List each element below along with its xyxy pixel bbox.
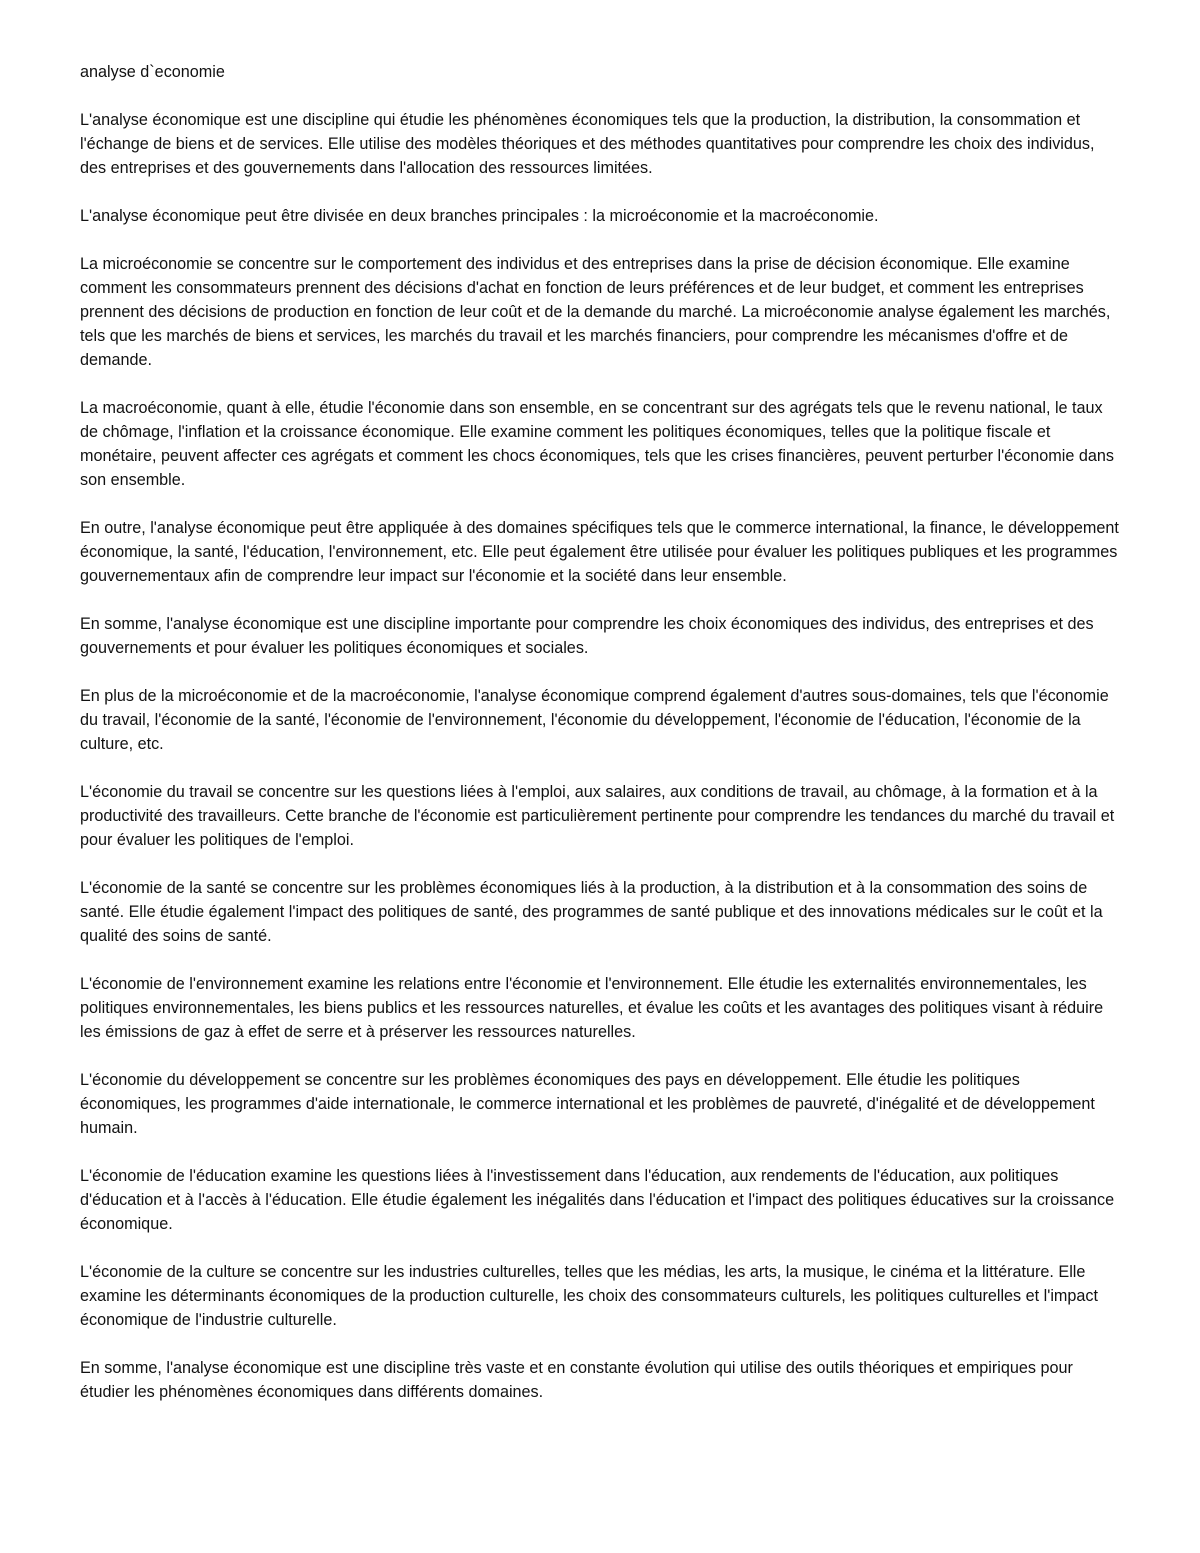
paragraph-developpement: L'économie du développement se concentre sur les problèmes économiques des pays en développement. Elle étudie les politiques économiques, les programmes d'aide internationale, le commerce international et les problèmes de pauvreté, d'inégalité et de développement humain. xyxy=(80,1071,1095,1137)
paragraph-somme-2: En somme, l'analyse économique est une discipline très vaste et en constante évolution qui utilise des outils théoriques et empiriques pour étudier les phénomènes économiques dans différents domaines. xyxy=(80,1359,1073,1401)
paragraph-domaines: En outre, l'analyse économique peut être appliquée à des domaines spécifiques tels que le commerce international, la finance, le développement économique, la santé, l'éducation, l'environnement, etc. Elle peut également être utilisée pour évaluer les politiques publiques et les programmes gouvernementaux afin de comprendre leur impact sur l'économie et la société dans leur ensemble. xyxy=(80,519,1119,585)
paragraph-somme-1: En somme, l'analyse économique est une discipline importante pour comprendre les choix économiques des individus, des entreprises et des gouvernements et pour évaluer les politiques économiques et sociales. xyxy=(80,615,1094,657)
paragraph-travail: L'économie du travail se concentre sur les questions liées à l'emploi, aux salaires, aux conditions de travail, au chômage, à la formation et à la productivité des travailleurs. Cette branche de l'économie est particulièrement pertinente pour comprendre les tendances du marché du travail et pour évaluer les politiques de l'emploi. xyxy=(80,783,1115,849)
paragraph-sante: L'économie de la santé se concentre sur les problèmes économiques liés à la production, à la distribution et à la consommation des soins de santé. Elle étudie également l'impact des politiques de santé, des programmes de santé publique et des innovations médicales sur le coût et la qualité des soins de santé. xyxy=(80,879,1103,945)
paragraph-branches: L'analyse économique peut être divisée en deux branches principales : la microéconomie et la macroéconomie. xyxy=(80,207,879,225)
paragraph-sous-domaines: En plus de la microéconomie et de la macroéconomie, l'analyse économique comprend également d'autres sous-domaines, tels que l'économie du travail, l'économie de la santé, l'économie de l'environnement, l'économie du développement, l'économie de l'éducation, l'économie de la culture, etc. xyxy=(80,687,1109,753)
paragraph-environnement: L'économie de l'environnement examine les relations entre l'économie et l'environnement. Elle étudie les externalités environnementales, les politiques environnementales, les biens publics et les ressources naturelles, et évalue les coûts et les avantages des politiques visant à réduire les émissions de gaz à effet de serre et à préserver les ressources naturelles. xyxy=(80,975,1104,1041)
document-page xyxy=(80,60,1125,1428)
paragraph-culture: L'économie de la culture se concentre sur les industries culturelles, telles que les médias, les arts, la musique, le cinéma et la littérature. Elle examine les déterminants économiques de la production culturelle, les choix des consommateurs culturels, les politiques culturelles et l'impact économique de l'industrie culturelle. xyxy=(80,1263,1099,1329)
paragraph-macroeconomie: La macroéconomie, quant à elle, étudie l'économie dans son ensemble, en se concentrant sur des agrégats tels que le revenu national, le taux de chômage, l'inflation et la croissance économique. Elle examine comment les politiques économiques, telles que la politique fiscale et monétaire, peuvent affecter ces agrégats et comment les chocs économiques, tels que les crises financières, peuvent perturber l'économie dans son ensemble. xyxy=(80,399,1114,489)
paragraph-intro: L'analyse économique est une discipline qui étudie les phénomènes économiques tels que la production, la distribution, la consommation et l'échange de biens et de services. Elle utilise des modèles théoriques et des méthodes quantitatives pour comprendre les choix des individus, des entreprises et des gouvernements dans l'allocation des ressources limitées. xyxy=(80,111,1095,177)
document-title: analyse d`economie xyxy=(80,63,225,81)
paragraph-microeconomie: La microéconomie se concentre sur le comportement des individus et des entreprises dans la prise de décision économique. Elle examine comment les consommateurs prennent des décisions d'achat en fonction de leurs préférences et de leur budget, et comment les entreprises prennent des décisions de production en fonction de leur coût et de la demande du marché. La microéconomie analyse également les marchés, tels que les marchés de biens et services, les marchés du travail et les marchés financiers, pour comprendre les mécanismes d'offre et de demande. xyxy=(80,255,1111,369)
paragraph-education: L'économie de l'éducation examine les questions liées à l'investissement dans l'éducation, aux rendements de l'éducation, aux politiques d'éducation et à l'accès à l'éducation. Elle étudie également les inégalités dans l'éducation et l'impact des politiques éducatives sur la croissance économique. xyxy=(80,1167,1115,1233)
